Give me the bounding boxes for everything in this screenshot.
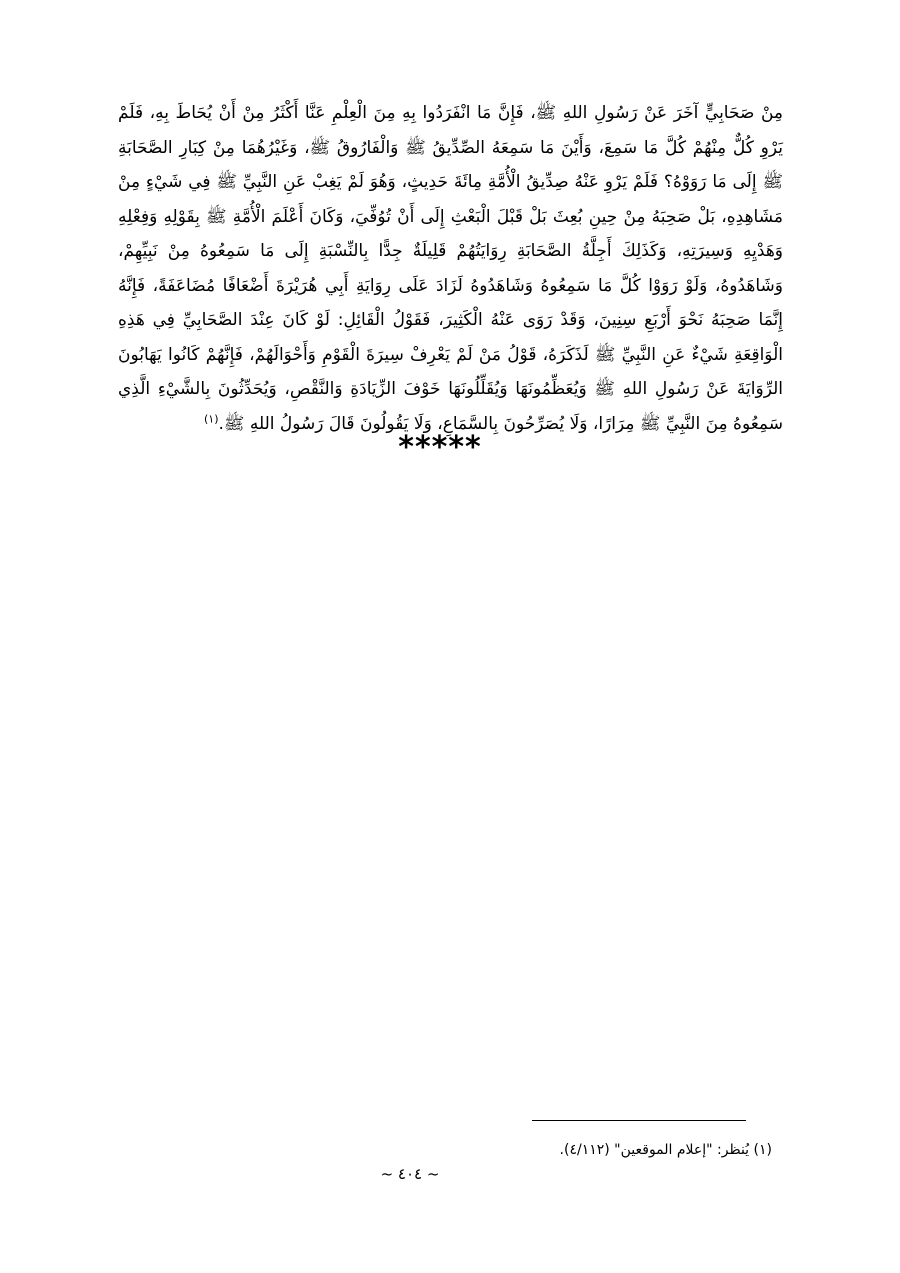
footnote: (١) يُنظر: "إعلام الموقعين" (٤/١١٢). bbox=[559, 1142, 772, 1158]
body-paragraph bbox=[118, 96, 783, 441]
footnote-reference: (١) bbox=[204, 411, 219, 425]
section-separator: ***** bbox=[398, 430, 482, 465]
page-number: ~ ٤٠٤ ~ bbox=[380, 1165, 440, 1183]
footnote-divider bbox=[532, 1120, 746, 1121]
body-paragraph-text: مِنْ صَحَابِيٍّ آخَرَ عَنْ رَسُولِ اللهِ ﷺ، فَإِنَّ مَا انْفَرَدُوا بِهِ مِنَ الْعِلْمِ عَنَّا أَكْثَرُ مِنْ أَنْ يُحَاطَ بِهِ، فَلَمْ يَرْوِ كُلٌّ مِنْهُمْ كُلَّ مَا سَمِعَ، وَأَيْنَ مَا سَمِعَهُ الصِّدِّيقُ ﷺ وَالْفَارُوقُ ﷺ، وَغَيْرُهُمَا مِنْ كِبَارِ الصَّحَابَةِ ﷺ إِلَى مَا رَوَوْهُ؟ فَلَمْ يَرْوِ عَنْهُ صِدِّيقُ الْأُمَّةِ مِائَةَ حَدِيثٍ، وَهُوَ لَمْ يَغِبْ عَنِ النَّبِيِّ ﷺ فِي شَيْءٍ مِنْ مَشَاهِدِهِ، بَلْ صَحِبَهُ مِنْ حِينِ بُعِثَ بَلْ قَبْلَ الْبَعْثِ إِلَى أَنْ تُوُفِّيَ، وَكَانَ أَعْلَمَ الْأُمَّةِ ﷺ بِقَوْلِهِ وَفِعْلِهِ وَهَدْيِهِ وَسِيرَتِهِ، وَكَذَلِكَ أَجِلَّةُ الصَّحَابَةِ رِوَايَتُهُمْ قَلِيلَةٌ جِدًّا بِالنِّسْبَةِ إِلَى مَا سَمِعُوهُ مِنْ نَبِيِّهِمْ، وَشَاهَدُوهُ، وَلَوْ رَوَوْا كُلَّ مَا سَمِعُوهُ وَشَاهَدُوهُ لَزَادَ عَلَى رِوَايَةِ أَبِي هُرَيْرَةَ أَضْعَافًا مُضَاعَفَةً، فَإِنَّهُ إِنَّمَا صَحِبَهُ نَحْوَ أَرْبَعِ سِنِينَ، وَقَدْ رَوَى عَنْهُ الْكَثِيرَ، فَقَوْلُ الْقَائِلِ: لَوْ كَانَ عِنْدَ الصَّحَابِيِّ فِي هَذِهِ الْوَاقِعَةِ شَيْءٌ عَنِ النَّبِيِّ ﷺ لَذَكَرَهُ، قَوْلُ مَنْ لَمْ يَعْرِفْ سِيرَةَ الْقَوْمِ وَأَحْوَالَهُمْ، فَإِنَّهُمْ كَانُوا يَهَابُونَ الرِّوَايَةَ عَنْ رَسُولِ اللهِ ﷺ وَيُعَظِّمُونَهَا وَيُقَلِّلُونَهَا خَوْفَ الزِّيَادَةِ وَالنَّقْصِ، وَيُحَدِّثُونَ بِالشَّيْءِ الَّذِي سَمِعُوهُ مِنَ النَّبِيِّ ﷺ مِرَارًا، وَلَا يُصَرِّحُونَ بِالسَّمَاعِ، وَلَا يَقُولُونَ قَالَ رَسُولُ اللهِ ﷺ. bbox=[118, 103, 783, 434]
